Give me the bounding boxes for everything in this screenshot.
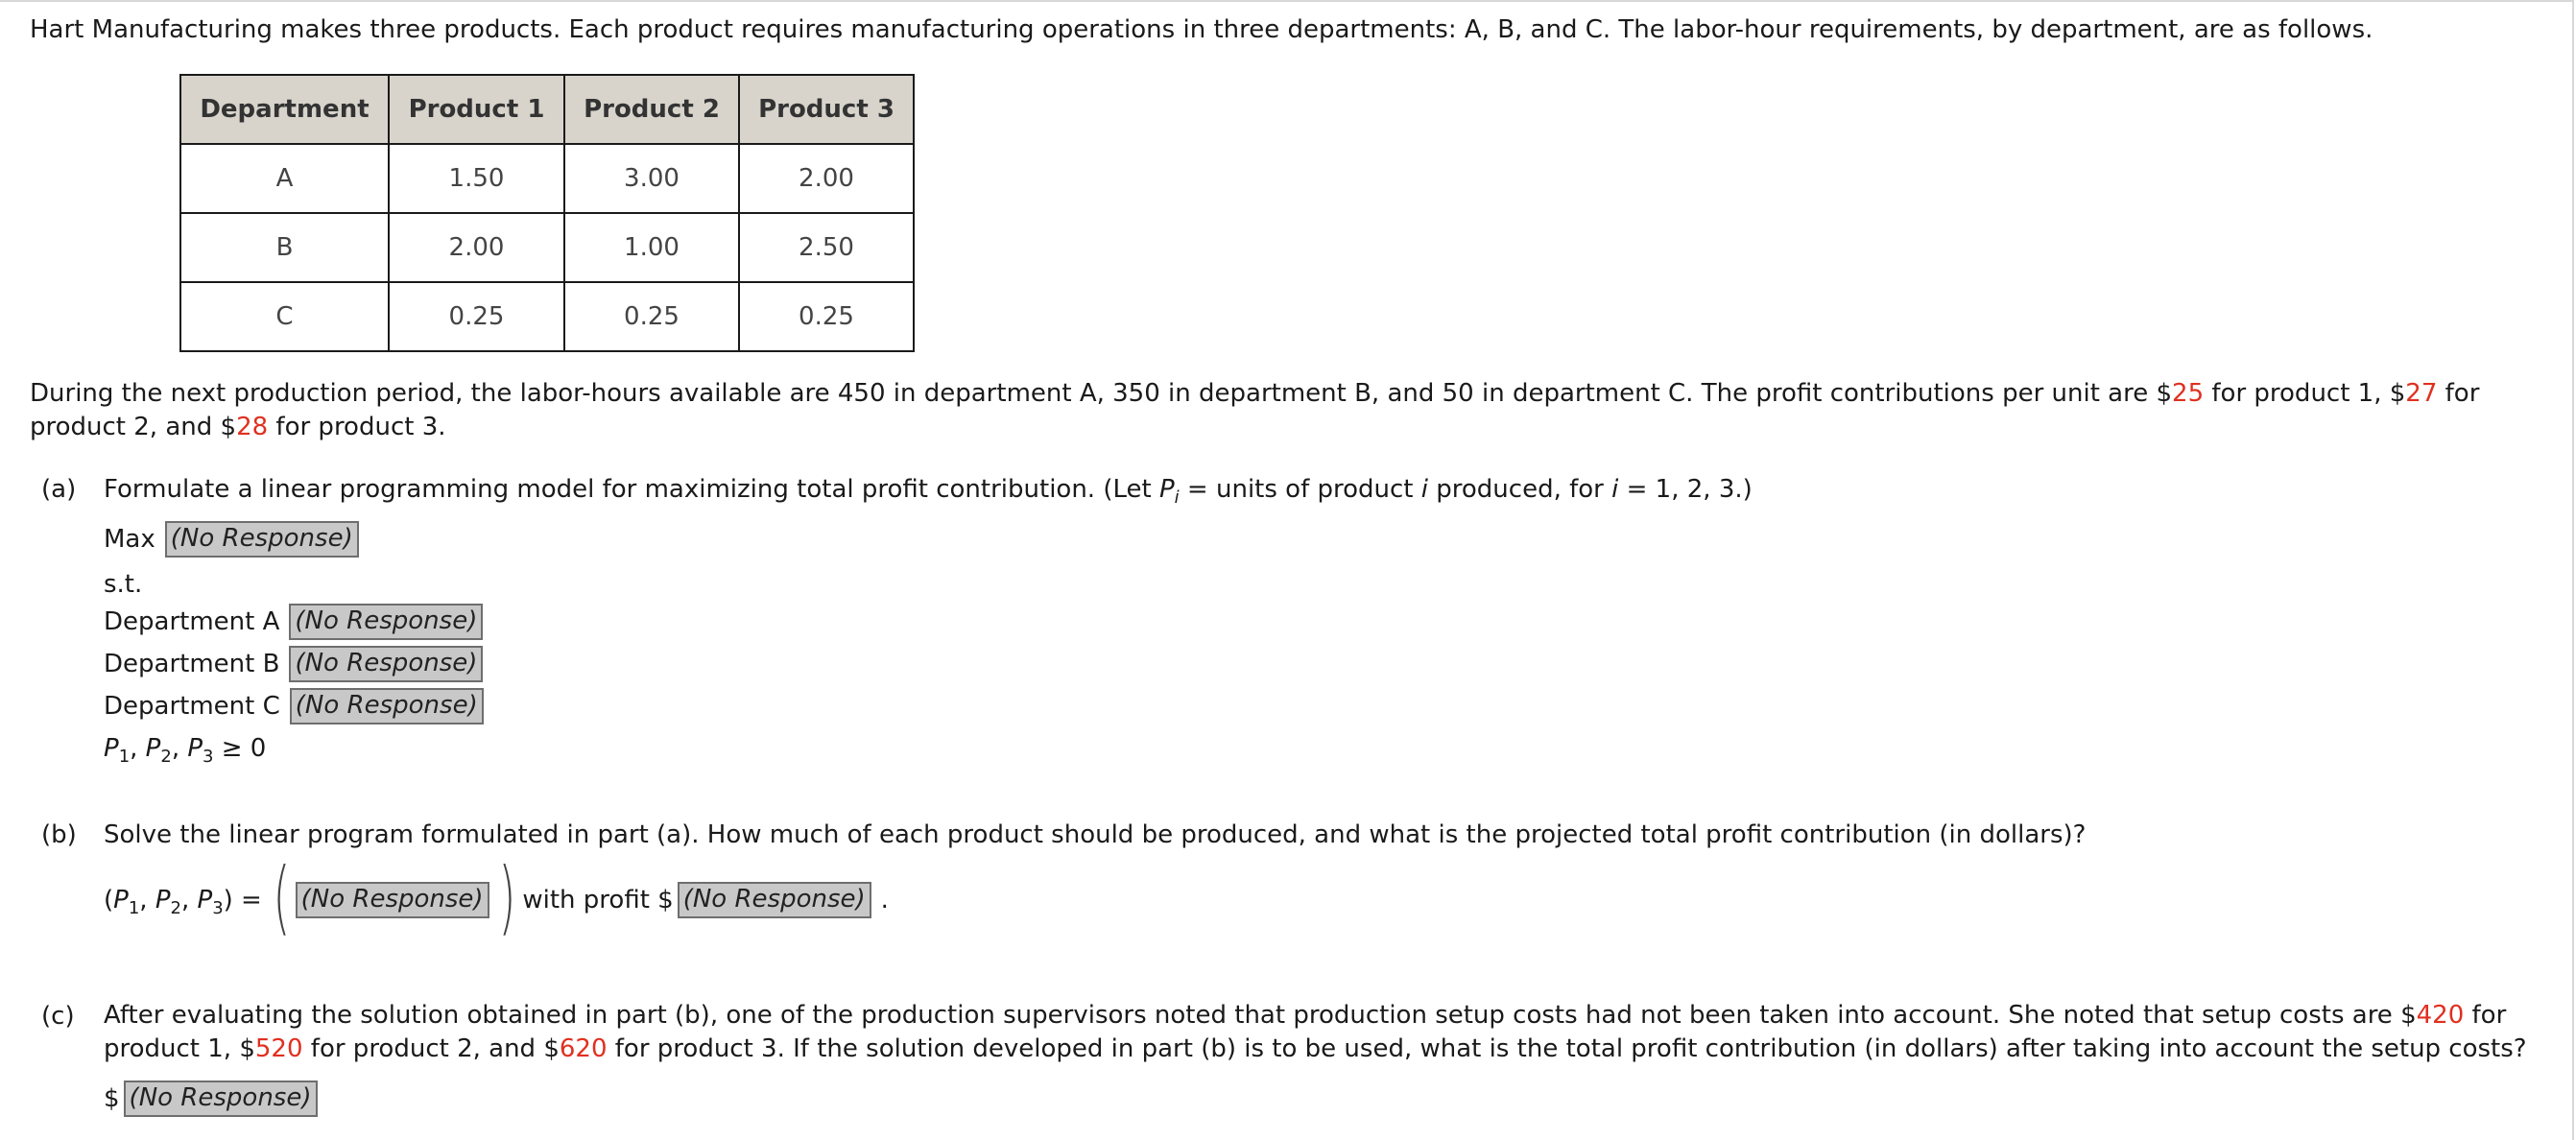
prompt-text: = 1, 2, 3.)	[1618, 475, 1753, 504]
table-cell: 0.25	[389, 282, 564, 351]
profit-product-1: 25	[2172, 379, 2205, 408]
nonnegativity-tail: ≥ 0	[213, 734, 267, 763]
prompt-text: After evaluating the solution obtained in part (b), one of the production supervisors noted that production setup costs had not been taken into account. She noted that setup costs are $	[104, 1001, 2417, 1030]
table-cell: A	[180, 144, 389, 213]
department-c-label: Department C	[104, 692, 280, 721]
var-p: P	[1158, 475, 1175, 504]
profit-product-3: 28	[236, 413, 269, 441]
var-subscript: i	[1174, 487, 1180, 508]
table-header-row	[180, 75, 914, 144]
prompt-text: = units of product	[1179, 475, 1421, 504]
department-b-label: Department B	[104, 650, 280, 678]
profit-product-2: 27	[2405, 379, 2438, 408]
department-a-label: Department A	[104, 607, 280, 636]
var-p: P	[155, 886, 171, 914]
var-p: P	[104, 734, 119, 763]
objective-row	[104, 521, 359, 558]
setup-cost-product-3: 620	[559, 1034, 608, 1063]
var-i: i	[1420, 475, 1428, 504]
part-c-prompt	[104, 999, 2561, 1066]
prompt-text: Formulate a linear programming model for maximizing total profit contribution. (Let	[104, 475, 1159, 504]
solution-response[interactable]: (No Response)	[296, 882, 489, 918]
final-profit-response[interactable]: (No Response)	[124, 1081, 318, 1117]
subscript: 1	[118, 747, 131, 767]
constraint-c-row	[104, 688, 484, 724]
prompt-text: for product 2, and $	[302, 1034, 560, 1063]
prompt-text: for product 1, $	[104, 1001, 2507, 1063]
nonnegativity-row	[104, 734, 267, 767]
subscript: 2	[160, 747, 172, 767]
subscript: 3	[212, 898, 224, 918]
dollar-sign: $	[104, 1084, 120, 1113]
table-row	[180, 144, 914, 213]
table-header-cell: Product 3	[739, 75, 914, 144]
part-b-prompt: Solve the linear program formulated in part (a). How much of each product should be produced, and what is the projected total profit contribution (in dollars)?	[104, 820, 2087, 849]
tuple-equals: ) =	[223, 886, 262, 914]
part-c-letter: (c)	[41, 1002, 75, 1031]
table-cell: C	[180, 282, 389, 351]
final-profit-row	[104, 1081, 318, 1117]
table-cell: B	[180, 213, 389, 282]
table-cell: 1.00	[564, 213, 739, 282]
table-row	[180, 213, 914, 282]
part-a-prompt	[104, 475, 1753, 508]
var-p: P	[187, 734, 203, 763]
setup-cost-product-1: 420	[2416, 1001, 2465, 1030]
open-paren: (	[104, 886, 114, 914]
left-paren-icon: (	[273, 850, 291, 944]
constraint-a-response[interactable]: (No Response)	[289, 604, 483, 640]
comma: ,	[130, 734, 138, 763]
constraint-a-row	[104, 604, 483, 640]
constraint-c-response[interactable]: (No Response)	[290, 688, 484, 724]
solution-row	[104, 850, 889, 944]
profit-response[interactable]: (No Response)	[678, 882, 871, 918]
problem-paragraph	[30, 377, 2544, 444]
objective-response[interactable]: (No Response)	[165, 521, 359, 558]
comma: ,	[171, 734, 180, 763]
table-cell: 2.50	[739, 213, 914, 282]
subscript: 3	[203, 747, 214, 767]
intro-text: Hart Manufacturing makes three products. Each product requires manufacturing operations in three departments: A, B, and C. The labor-hour requirements, by department, are as follows.	[30, 15, 2373, 44]
table-cell: 2.00	[739, 144, 914, 213]
part-a-letter: (a)	[41, 475, 77, 504]
table-cell: 0.25	[739, 282, 914, 351]
comma: ,	[139, 886, 148, 914]
comma: ,	[180, 886, 190, 914]
table-header-cell: Department	[180, 75, 389, 144]
table-cell: 3.00	[564, 144, 739, 213]
paragraph-text: for product 3.	[268, 413, 446, 441]
table-cell: 1.50	[389, 144, 564, 213]
subscript: 1	[128, 898, 140, 918]
table-header-cell: Product 1	[389, 75, 564, 144]
paragraph-text: for product 2, and $	[30, 379, 2480, 441]
right-paren-icon: )	[497, 850, 515, 944]
table-cell: 0.25	[564, 282, 739, 351]
period: .	[880, 886, 889, 914]
prompt-text: produced, for	[1428, 475, 1612, 504]
table-header-cell: Product 2	[564, 75, 739, 144]
table-cell: 2.00	[389, 213, 564, 282]
st-label: s.t.	[104, 570, 143, 599]
labor-hours-table	[179, 74, 915, 352]
var-p: P	[113, 886, 129, 914]
var-p: P	[145, 734, 161, 763]
table-row	[180, 282, 914, 351]
subscript: 2	[170, 898, 181, 918]
nonnegativity-constraint	[104, 734, 267, 767]
with-profit-label: with profit $	[522, 886, 674, 914]
setup-cost-product-2: 520	[254, 1034, 303, 1063]
var-i: i	[1611, 475, 1619, 504]
var-p: P	[197, 886, 213, 914]
prompt-text: for product 3. If the solution developed in part (b) is to be used, what is the total profit contribution (in dollars) after taking into account the setup costs?	[607, 1034, 2527, 1063]
paragraph-text: During the next production period, the labor-hours available are 450 in department A, 350 in department B, and 50 in department C. The profit contributions per unit are $	[30, 379, 2173, 408]
constraint-b-response[interactable]: (No Response)	[289, 646, 483, 682]
part-b-letter: (b)	[41, 820, 77, 849]
tuple-label	[104, 886, 262, 918]
max-label: Max	[104, 525, 155, 554]
constraint-b-row	[104, 646, 483, 682]
paragraph-text: for product 1, $	[2204, 379, 2406, 408]
